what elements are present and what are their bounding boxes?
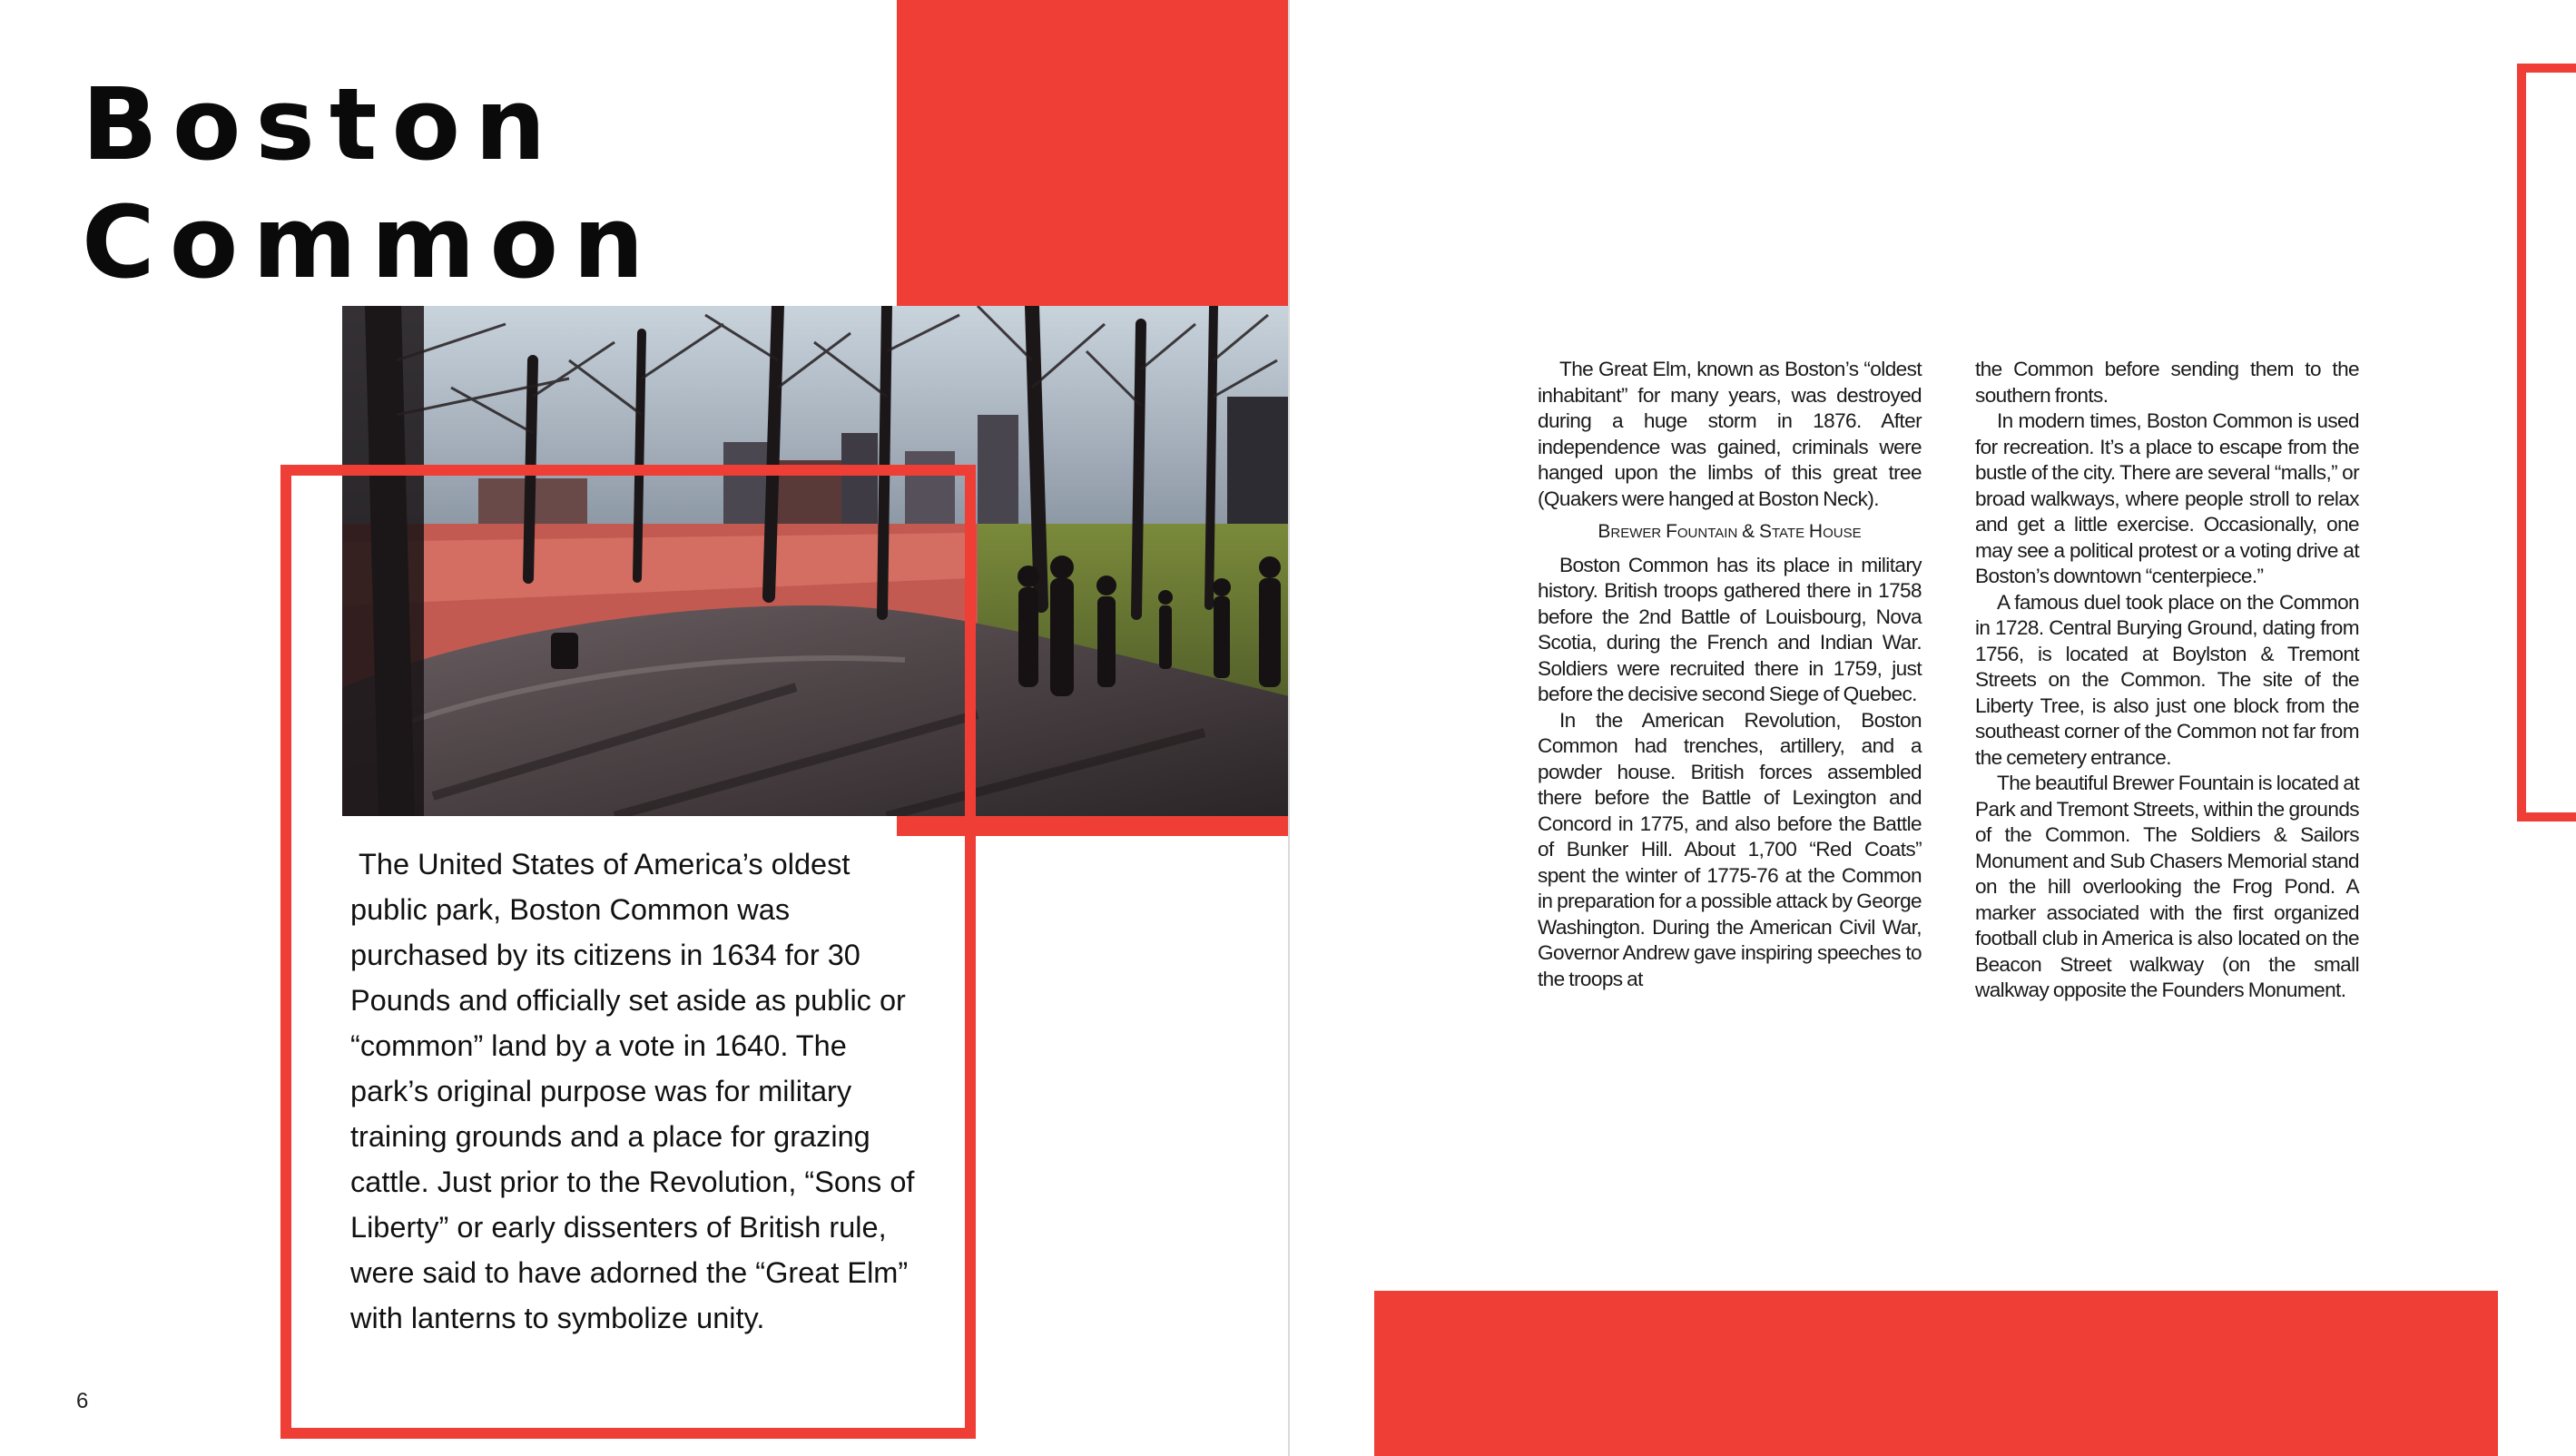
- page-title-line-1: Boston: [82, 66, 561, 182]
- page-title: [82, 65, 899, 301]
- article-paragraph: the Common before sending them to the southern fronts.: [1975, 358, 2359, 407]
- article-column-2: [1975, 357, 2359, 1004]
- red-accent-block-top: [897, 0, 1289, 306]
- intro-paragraph-text: The United States of America’s oldest public park, Boston Common was purchased by its citizens in 1634 for 30 Pounds and officially set aside as public or “common” land by a vote in 1640. The park’s original purpose was for military training grounds and a place for grazing cattle. Just prior to the Revolution, “Sons of Liberty” or early dissenters of British rule, were said to have adorned the “Great Elm” with lanterns to symbolize unity.: [350, 848, 915, 1334]
- page-number: 6: [76, 1389, 89, 1413]
- page-title-line-2: Common: [82, 184, 659, 300]
- article-paragraph: In the American Revolution, Boston Common had trenches, artillery, and a powder house. British forces assembled there before the Battle of Lexington and Concord in 1775, and also before the Battle of Bunker Hill. About 1,700 “Red Coats” spent the winter of 1775-76 at the Common in preparation for a possible attack by George Washington. During the American Civil War, Governor Andrew gave inspiring speeches to the troops at: [1538, 708, 1922, 990]
- section-subheading: Brewer Fountain & State House: [1598, 521, 1862, 542]
- right-edge-red-frame: [2517, 64, 2576, 821]
- article-paragraph: In modern times, Boston Common is used for recreation. It’s a place to escape from the bustle of the city. There are several “malls,” or broad walkways, where people stroll to relax and get a little exercise. Occasionally, one may see a political protest or a voting drive at Boston’s downtown “centerpiece.”: [1975, 409, 2359, 587]
- article-paragraph: A famous duel took place on the Common in 1728. Central Burying Ground, dating from 1756, is located at Boylston & Tremont Streets on the Common. The site of the Liberty Tree, is also just one block from the southeast corner of the Common not far from the cemetery entrance.: [1975, 590, 2359, 769]
- intro-paragraph: [350, 841, 931, 1341]
- page-spine-divider: [1288, 0, 1290, 1456]
- article-paragraph: The beautiful Brewer Fountain is located at Park and Tremont Streets, within the grounds of the Common. The Soldiers & Sailors Monument and Sub Chasers Memorial stand on the hill overlooking the Frog Pond. A marker associated with the first organized football club in America is also located on the Beacon Street walkway (on the small walkway opposite the Founders Monument.: [1975, 772, 2359, 1001]
- article-paragraph: The Great Elm, known as Boston’s “oldest inhabitant” for many years, was destroyed during a huge storm in 1876. After independence was gained, criminals were hanged upon the limbs of this great tree (Quakers were hanged at Boston Neck).: [1538, 358, 1922, 510]
- red-accent-block-bottom: [1374, 1291, 2498, 1456]
- article-paragraph: Boston Common has its place in military history. British troops gathered there in 1758 before the 2nd Battle of Louisbourg, Nova Scotia, during the French and Indian War. Soldiers were recruited there in 1759, just before the decisive second Siege of Quebec.: [1538, 553, 1922, 705]
- article-column-1: [1538, 357, 1922, 992]
